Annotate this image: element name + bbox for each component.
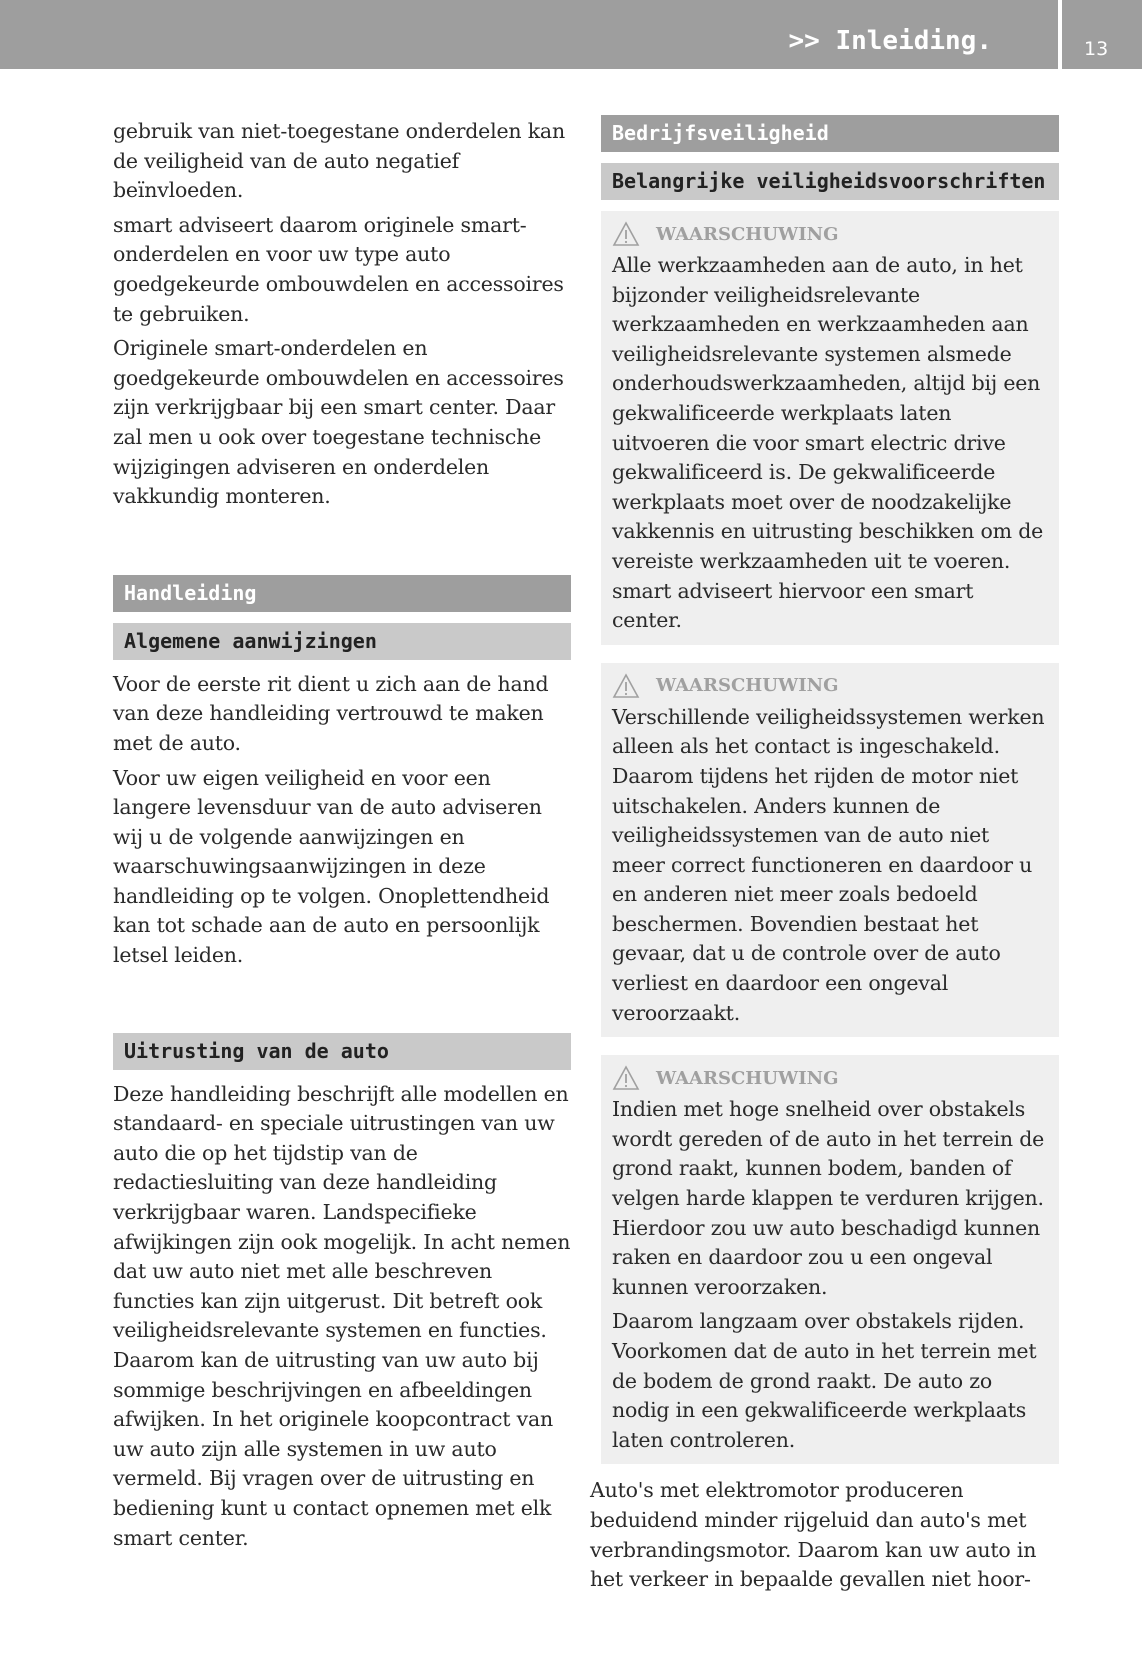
warning-box: [601, 211, 1059, 645]
warning-triangle-icon: [612, 1065, 640, 1091]
section-heading-handleiding: Handleiding: [113, 575, 571, 612]
right-column: [590, 115, 1059, 1600]
header-divider: [1058, 0, 1062, 69]
intro-paragraph: smart adviseert daarom originele smart-onderdelen en voor uw type auto goedgekeurde ombouwdelen en accessoires te gebruiken.: [113, 212, 564, 326]
warning-label: WAARSCHUWING: [656, 223, 839, 245]
left-column: [113, 117, 571, 1558]
page-number: 13: [1084, 38, 1109, 60]
section-title: >> Inleiding.: [788, 26, 992, 56]
warning-box: [601, 1055, 1059, 1464]
warning-triangle-icon: [612, 221, 640, 247]
subheading-algemene-aanwijzingen: Algemene aanwijzingen: [113, 623, 571, 660]
warning-text: Verschillende veiligheidssystemen werken alleen als het contact is ingeschakeld. Daarom tijdens het rijden de motor niet uitschakelen. Anders kunnen de veiligheidssystemen van de auto niet meer correct functioneren en daardoor u en anderen niet meer zoals bedoeld beschermen. Bovendien bestaat het gevaar, dat u de controle over de auto verliest en daardoor een ongeval veroorzaakt.: [612, 704, 1045, 1025]
closing-paragraph: Auto's met elektromotor produceren beduidend minder rijgeluid dan auto's met verbrandingsmotor. Daarom kan uw auto in het verkeer in bepaalde gevallen niet hoor-: [590, 1478, 1037, 1592]
subheading-uitrusting: Uitrusting van de auto: [113, 1033, 571, 1070]
warning-text: Alle werkzaamheden aan de auto, in het bijzonder veiligheidsrelevante werkzaamheden en werkzaamheden aan veiligheidsrelevante systemen alsmede onderhoudswerkzaamheden, altijd bij een gekwalificeerde werkplaats laten uitvoeren die voor smart electric drive gekwalificeerd is. De gekwalificeerde werkplaats moet over de noodzakelijke vakkennis en uitrusting beschikken om de vereiste werkzaamheden uit te voeren. smart adviseert hiervoor een smart center.: [612, 253, 1044, 633]
subheading-veiligheidsvoorschriften: Belangrijke veiligheidsvoorschriften: [601, 163, 1059, 200]
section-heading-bedrijfsveiligheid: Bedrijfsveiligheid: [601, 115, 1059, 152]
body-paragraph: Voor de eerste rit dient u zich aan de hand van deze handleiding vertrouwd te maken met de auto.: [113, 671, 549, 755]
intro-paragraph: Originele smart-onderdelen en goedgekeurde ombouwdelen en accessoires zijn verkrijgbaar bij een smart center. Daar zal men u ook over toegestane technische wijzigingen adviseren en onderdelen vakkundig monteren.: [113, 336, 564, 509]
warning-label: WAARSCHUWING: [656, 1067, 839, 1089]
warning-triangle-icon: [612, 673, 640, 699]
page-header-bar: [0, 0, 1142, 69]
intro-paragraph: gebruik van niet-toegestane onderdelen kan de veiligheid van de auto negatief beïnvloeden.: [113, 119, 565, 203]
warning-box: [601, 663, 1059, 1038]
body-paragraph: Voor uw eigen veiligheid en voor een langere levensduur van de auto adviseren wij u de volgende aanwijzingen en waarschuwingsaanwijzingen in deze handleiding op te volgen. Onoplettendheid kan tot schade aan de auto en persoonlijk letsel leiden.: [113, 765, 550, 968]
warning-text: Daarom langzaam over obstakels rijden. Voorkomen dat de auto in het terrein met de bodem de grond raakt. De auto zo nodig in een gekwalificeerde werkplaats laten controleren.: [612, 1309, 1037, 1452]
warning-label: WAARSCHUWING: [656, 675, 839, 697]
body-paragraph: Deze handleiding beschrijft alle modellen en standaard- en speciale uitrustingen van uw auto die op het tijdstip van de redactiesluiting van deze handleiding verkrijgbaar waren. Landspecifieke afwijkingen zijn ook mogelijk. In acht nemen dat uw auto niet met alle beschreven functies kan zijn uitgerust. Dit betreft ook veiligheidsrelevante systemen en functies. Daarom kan de uitrusting van uw auto bij sommige beschrijvingen en afbeeldingen afwijken. In het originele koopcontract van uw auto zijn alle systemen in uw auto vermeld. Bij vragen over de uitrusting en bediening kunt u contact opnemen met elk smart center.: [113, 1081, 571, 1550]
warning-text: Indien met hoge snelheid over obstakels wordt gereden of de auto in het terrein de grond raakt, kunnen bodem, banden of velgen harde klappen te verduren krijgen. Hierdoor zou uw auto beschadigd kunnen raken en daardoor zou u een ongeval kunnen veroorzaken.: [612, 1097, 1045, 1299]
